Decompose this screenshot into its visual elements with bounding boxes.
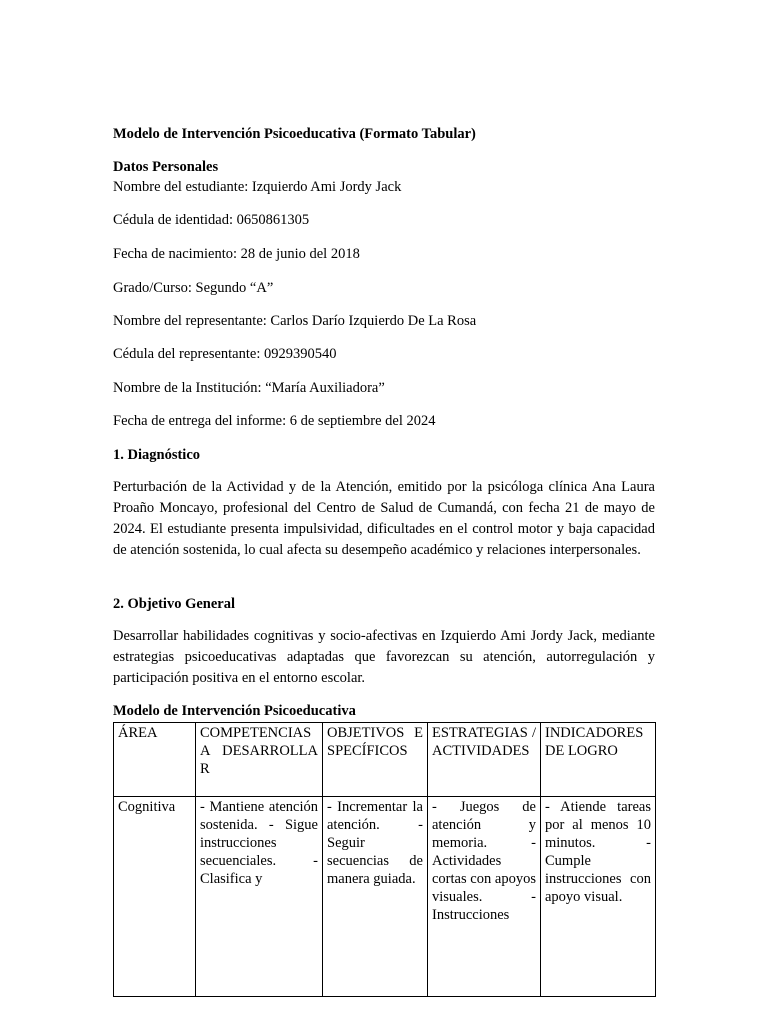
field-grade: Grado/Curso: Segundo “A”: [113, 280, 274, 296]
field-representative-name: Nombre del representante: Carlos Darío Izquierdo De La Rosa: [113, 313, 477, 329]
field-student-id: Cédula de identidad: 0650861305: [113, 212, 310, 228]
intervention-table: [113, 722, 656, 997]
cell-indicadores: - Atiende tareas por al menos 10 minutos. - Cumple instrucciones con apoyo visual.: [541, 797, 656, 997]
cell-objetivos: - Incrementar la atención. - Seguir secuencias de manera guiada.: [323, 797, 428, 997]
header-estrategias: ESTRATEGIAS / ACTIVIDADES: [428, 723, 541, 797]
cell-area: Cognitiva: [114, 797, 196, 997]
field-birth-date: Fecha de nacimiento: 28 de junio del 2018: [113, 246, 360, 262]
personal-data-heading: Datos Personales: [113, 159, 219, 175]
objective-heading: 2. Objetivo General: [113, 596, 236, 612]
diagnosis-paragraph: Perturbación de la Actividad y de la Atención, emitido por la psicóloga clínica Ana Laura Proaño Moncayo, profesional del Centro de Salud de Cumandá, con fecha 21 de mayo de 2024. El estudiante presenta impulsividad, dificultades en el control motor y baja capacidad de atención sostenida, lo cual afecta su desempeño académico y relaciones interpersonales.: [113, 479, 655, 558]
cell-estrategias: - Juegos de atención y memoria. - Actividades cortas con apoyos visuales. - Instrucciones: [428, 797, 541, 997]
field-report-date: Fecha de entrega del informe: 6 de septiembre del 2024: [113, 413, 436, 429]
table-title: Modelo de Intervención Psicoeducativa: [113, 703, 356, 719]
field-institution: Nombre de la Institución: “María Auxiliadora”: [113, 380, 385, 396]
document-title: Modelo de Intervención Psicoeducativa (Formato Tabular): [113, 126, 476, 142]
diagnosis-heading: 1. Diagnóstico: [113, 447, 200, 463]
header-objetivos: OBJETIVOS ESPECÍFICOS: [323, 723, 428, 797]
table-row: [114, 797, 656, 997]
cell-competencias: - Mantiene atención sostenida. - Sigue instrucciones secuenciales. - Clasifica y: [196, 797, 323, 997]
field-representative-id: Cédula del representante: 0929390540: [113, 346, 337, 362]
header-area: ÁREA: [114, 723, 196, 797]
table-header-row: [114, 723, 656, 797]
objective-paragraph: Desarrollar habilidades cognitivas y socio-afectivas en Izquierdo Ami Jordy Jack, mediante estrategias psicoeducativas adaptadas que favorezcan su atención, autorregulación y participación positiva en el entorno escolar.: [113, 628, 655, 686]
field-student-name: Nombre del estudiante: Izquierdo Ami Jordy Jack: [113, 179, 402, 195]
header-indicadores: INDICADORES DE LOGRO: [541, 723, 656, 797]
header-competencias: COMPETENCIAS A DESARROLLAR: [196, 723, 323, 797]
